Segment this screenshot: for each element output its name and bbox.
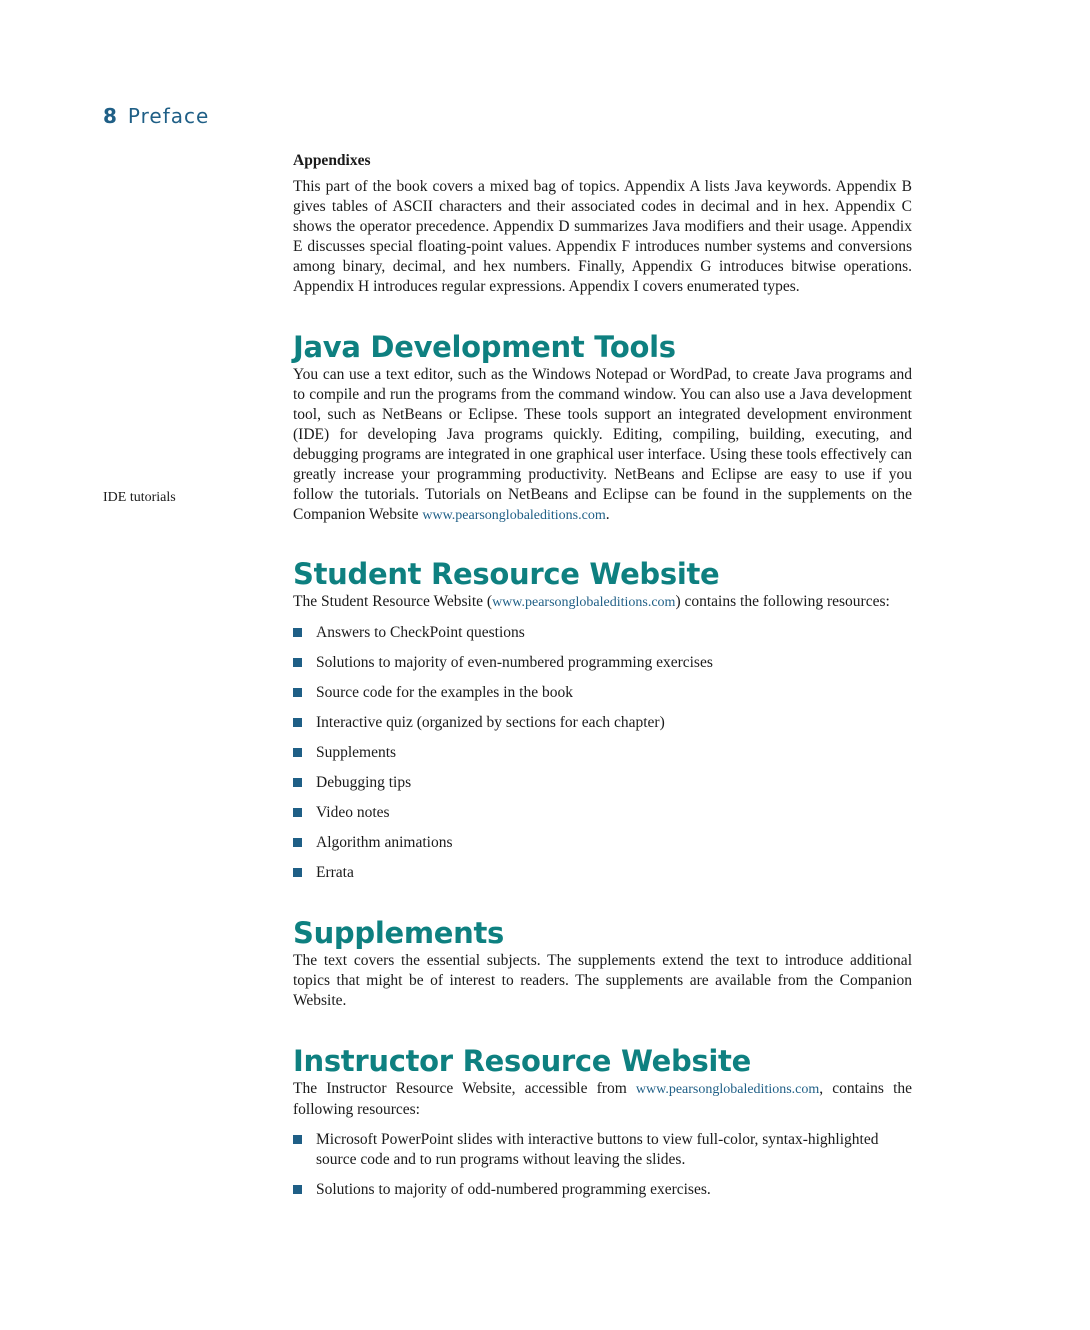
list-item: [293, 803, 912, 823]
companion-website-link[interactable]: www.pearsonglobaleditions.com: [422, 508, 606, 523]
bullet-square-icon: [293, 628, 302, 637]
list-item: [293, 623, 912, 643]
list-item-text: Debugging tips: [316, 774, 412, 791]
list-item: [293, 773, 912, 793]
bullet-square-icon: [293, 1135, 302, 1144]
instructor-resource-heading: Instructor Resource Website: [293, 1044, 751, 1078]
list-item-text: Algorithm animations: [316, 834, 453, 851]
list-item-text: Errata: [316, 864, 354, 881]
list-item: [293, 743, 912, 763]
student-website-link[interactable]: www.pearsonglobaleditions.com: [492, 595, 676, 610]
appendixes-paragraph: This part of the book covers a mixed bag of topics. Appendix A lists Java keywords. Appendix B gives tables of ASCII characters and their associated codes in decimal and in hex. Appendix C shows the operator precedence. Appendix D summarizes Java modifiers and their usage. Appendix E discusses special floating-point values. Appendix F introduces number systems and conversions among binary, decimal, and hex numbers. Finally, Appendix G introduces bitwise operations. Appendix H introduces regular expressions. Appendix I covers enumerated types.: [293, 178, 912, 295]
student-intro-after: ) contains the following resources:: [675, 593, 890, 610]
instructor-intro-before: The Instructor Resource Website, accessible from: [293, 1080, 636, 1097]
list-item-text: Solutions to majority of even-numbered programming exercises: [316, 654, 713, 671]
student-resource-intro: [293, 592, 912, 613]
student-intro-before: The Student Resource Website (: [293, 593, 493, 610]
java-tools-end: .: [605, 506, 610, 523]
list-item: [293, 1180, 912, 1200]
bullet-square-icon: [293, 1185, 302, 1194]
list-item: [293, 863, 912, 883]
list-item: [293, 683, 912, 703]
appendixes-heading: Appendixes: [293, 152, 371, 169]
list-item: [293, 653, 912, 673]
bullet-square-icon: [293, 658, 302, 667]
supplements-paragraph: The text covers the essential subjects. The supplements extend the text to introduce additional topics that might be of interest to readers. The supplements are available from the Companion Website.: [293, 952, 912, 1009]
list-item-text: Interactive quiz (organized by sections for each chapter): [316, 714, 665, 731]
bullet-square-icon: [293, 838, 302, 847]
supplements-heading: Supplements: [293, 916, 505, 950]
list-item: [293, 713, 912, 733]
bullet-square-icon: [293, 868, 302, 877]
list-item-text: Microsoft PowerPoint slides with interactive buttons to view full-color, syntax-highlighted source code and to run programs without leaving the slides.: [316, 1131, 879, 1168]
java-tools-paragraph: [293, 365, 912, 526]
instructor-resource-list: [293, 1130, 912, 1200]
running-header: [103, 104, 209, 128]
list-item-text: Source code for the examples in the book: [316, 684, 573, 701]
student-resource-heading: Student Resource Website: [293, 557, 720, 591]
bullet-square-icon: [293, 778, 302, 787]
bullet-square-icon: [293, 808, 302, 817]
instructor-website-link[interactable]: www.pearsonglobaleditions.com: [635, 1082, 820, 1097]
bullet-square-icon: [293, 718, 302, 727]
list-item-text: Answers to CheckPoint questions: [316, 624, 525, 641]
margin-note: IDE tutorials: [103, 490, 176, 505]
list-item-text: Solutions to majority of odd-numbered programming exercises.: [316, 1181, 711, 1198]
student-resource-list: [293, 623, 912, 883]
instructor-intro-after: , contains the following resources:: [293, 1080, 913, 1118]
bullet-square-icon: [293, 748, 302, 757]
list-item-text: Video notes: [316, 804, 390, 821]
bullet-square-icon: [293, 688, 302, 697]
list-item-text: Supplements: [316, 744, 397, 761]
java-tools-text: You can use a text editor, such as the Windows Notepad or WordPad, to create Java programs and to compile and run the programs from the command window. You can also use a Java development tool, such as NetBeans or Eclipse. These tools support an integrated development environment (IDE) for developing Java programs quickly. Editing, compiling, building, executing, and debugging programs are integrated in one graphical user interface. Using these tools effectively can greatly increase your programming productivity. NetBeans and Eclipse are easy to use if you follow the tutorials. Tutorials on NetBeans and Eclipse can be found in the supplements on the Companion Website: [293, 366, 912, 523]
main-content: [293, 151, 912, 1200]
list-item: [293, 1130, 912, 1170]
instructor-resource-intro: [293, 1079, 912, 1120]
list-item: [293, 833, 912, 853]
page-number: 8: [103, 104, 118, 128]
running-header-title: Preface: [127, 104, 210, 128]
java-tools-heading: Java Development Tools: [293, 330, 676, 364]
